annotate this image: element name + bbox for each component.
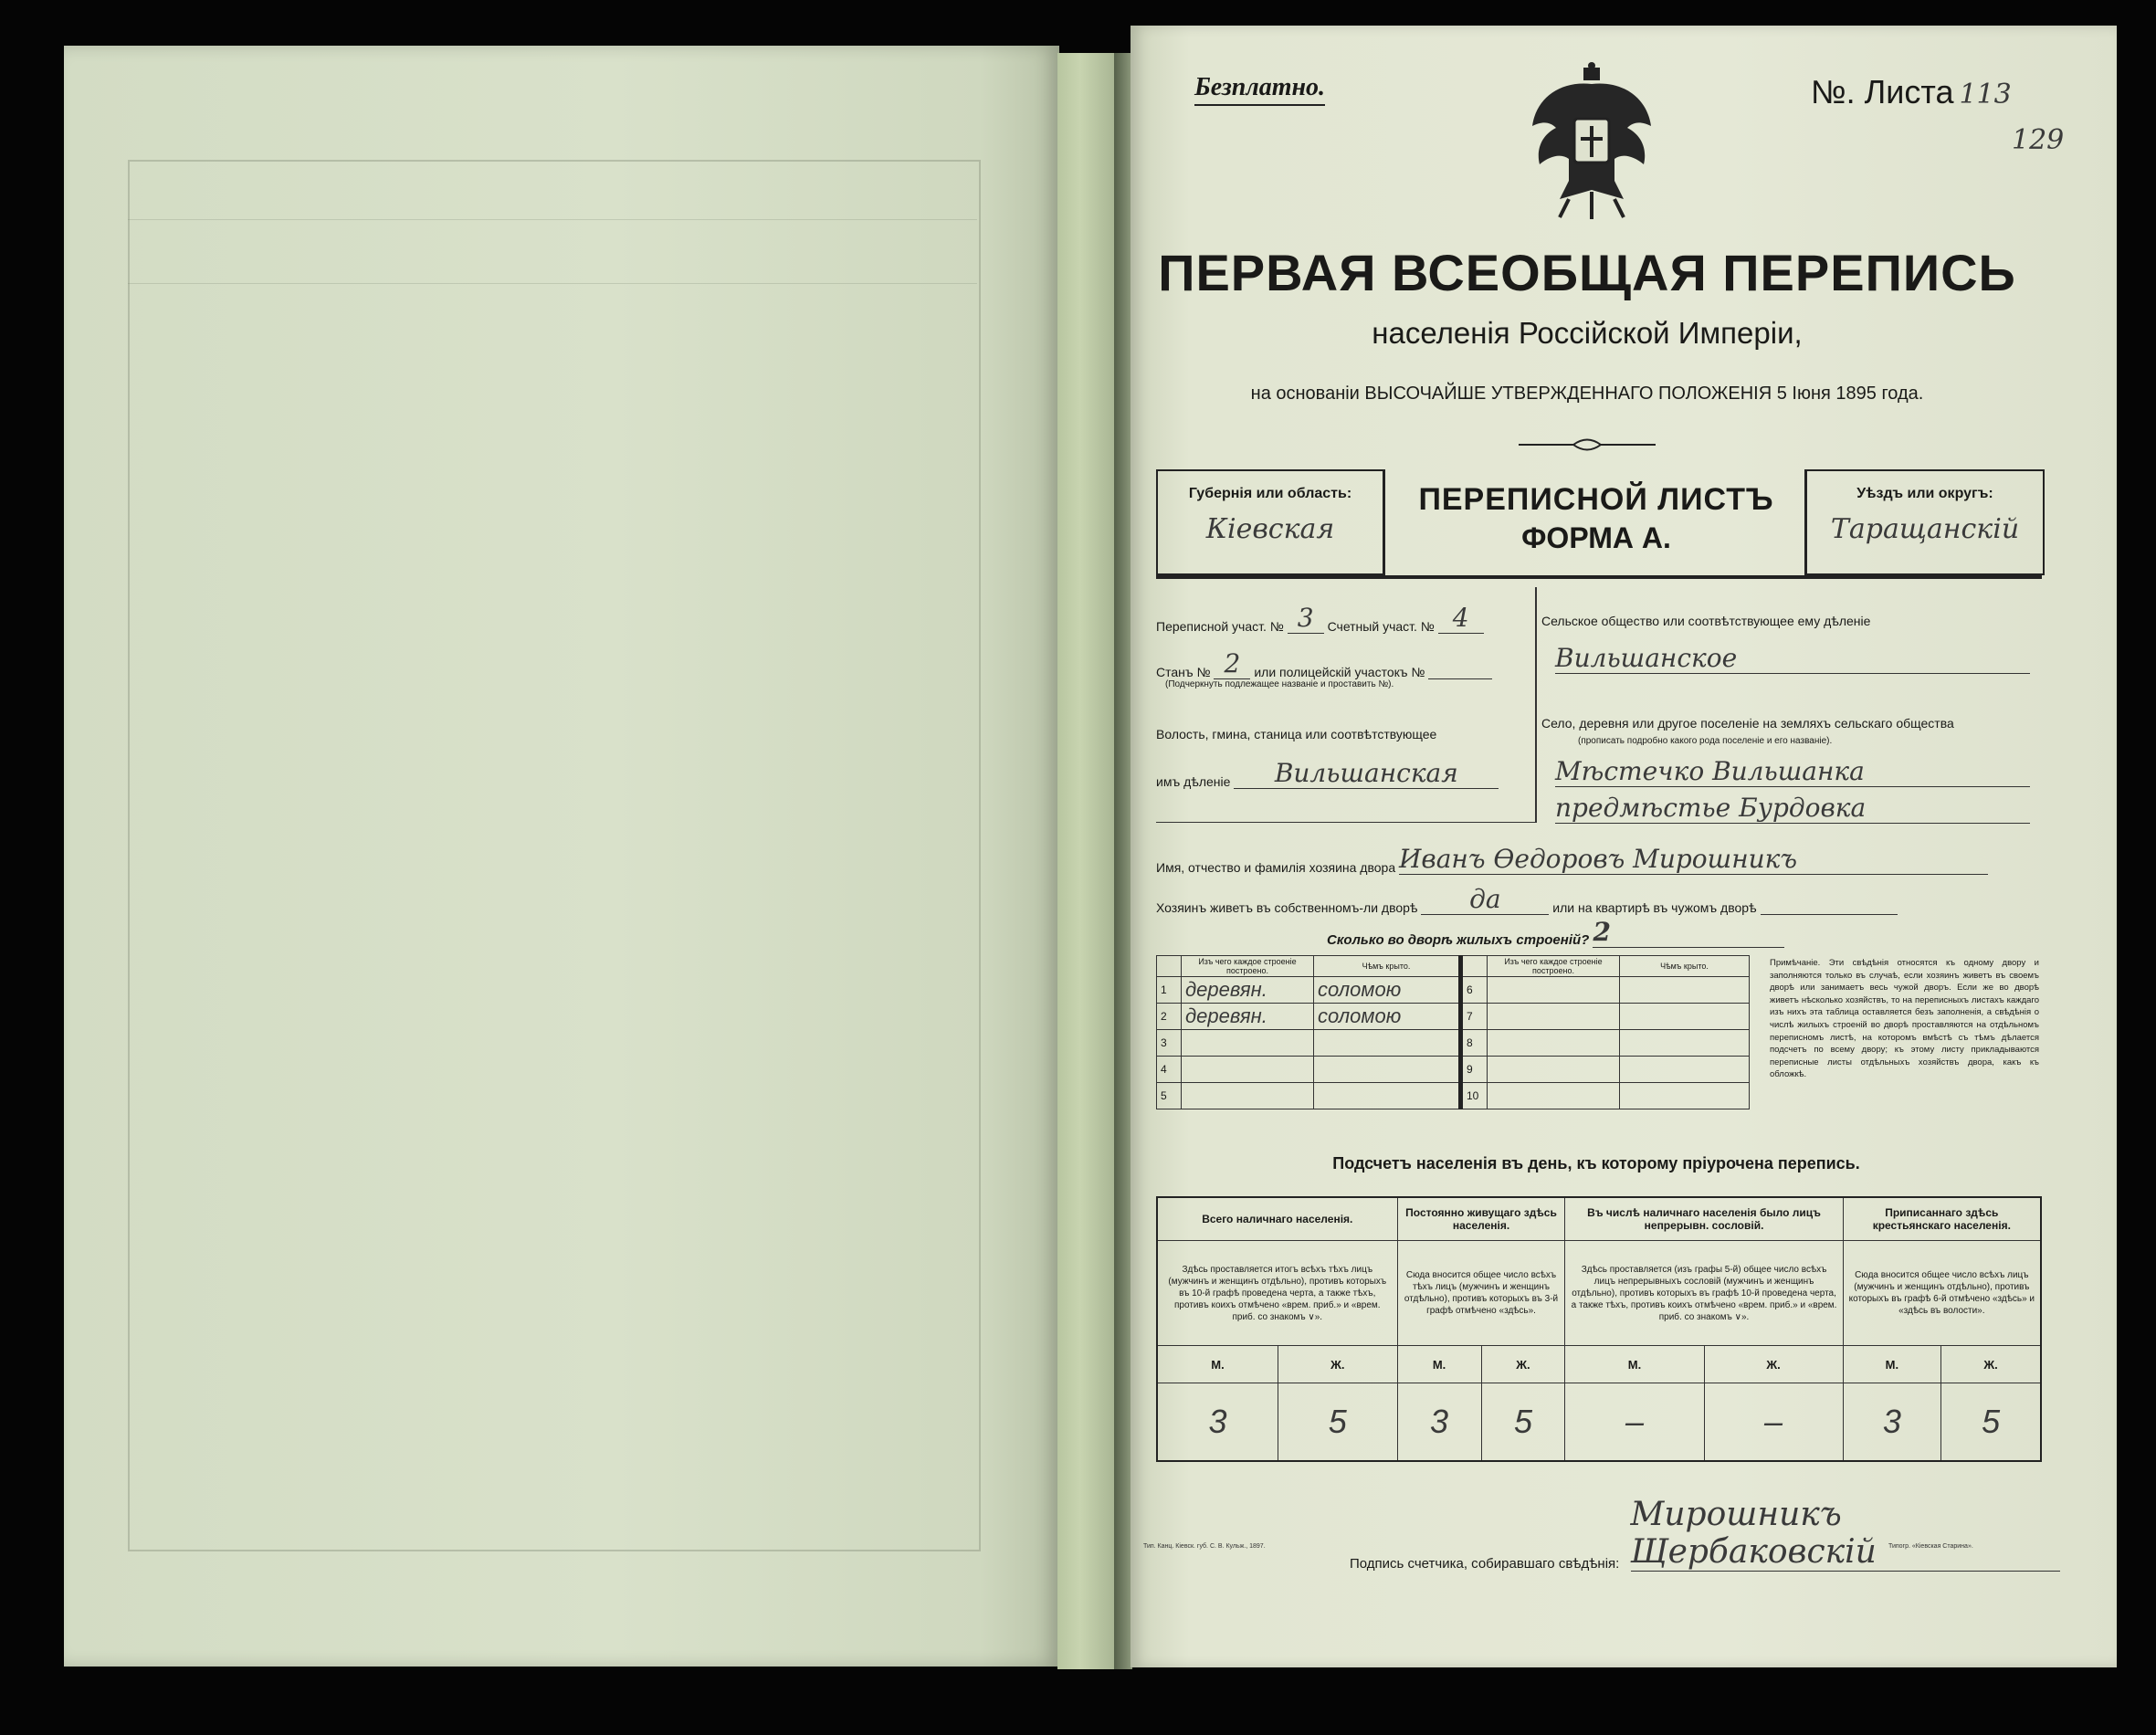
signature-field: [1350, 1496, 2060, 1572]
bleed-through-line: [128, 219, 977, 220]
bleed-through-frame: [128, 160, 981, 1551]
rural-society-label: Сельское общество или соотвѣтствующее ему дѣленіе: [1541, 614, 1871, 628]
col-roof-right: Чѣмъ крыто.: [1620, 956, 1750, 977]
ornament-divider: [1519, 436, 1656, 453]
count-value: 3: [1157, 1383, 1278, 1462]
province-label: Губернія или область:: [1188, 486, 1352, 501]
sheet-number-value: 113: [1959, 79, 2012, 110]
bleed-through-line: [128, 283, 977, 284]
count-value: 5: [1941, 1383, 2041, 1462]
census-form-page: [1131, 26, 2117, 1667]
district-box: [1804, 469, 2045, 575]
book-spine: [1114, 53, 1132, 1669]
count-table-values-row: [1157, 1383, 2041, 1462]
count-value: 5: [1481, 1383, 1565, 1462]
stan-value: 2: [1214, 648, 1250, 679]
document-subtitle: населенія Россійской Имперіи,: [1372, 316, 1803, 350]
census-section-field: Переписной участ. № 3 Счетный участ. № 4: [1156, 603, 1484, 634]
count-table-sex-row: М. Ж. М. Ж. М. Ж. М. Ж.: [1157, 1346, 2041, 1383]
buildings-count-value: 2: [1593, 917, 1784, 948]
table-row: 3 8: [1157, 1030, 1750, 1057]
structures-note: Примѣчаніе. Эти свѣдѣнія относятся къ одному двору и заполняются только въ случаѣ, если хозяинъ живетъ въ своемъ дворѣ или занимаетъ весь чужой дворъ. Если же во дворѣ живетъ нѣсколько хозяйствъ, то на переписныхъ листахъ каждаго изъ нихъ эта таблица оставляется безъ заполненія, а свѣдѣнія о числѣ жилыхъ строеній во дворѣ проставляются на отдѣльномъ переписномъ листѣ, на которомъ вмѣстѣ съ тѣмъ дѣлается подсчетъ по всему двору; къ этому листу прикладываются переписные листы отдѣльныхъ хозяйствъ двора, какъ къ обложкѣ.: [1770, 958, 2039, 1080]
province-box: [1156, 469, 1385, 575]
volost-label: Волость, гмина, станица или соотвѣтствующее: [1156, 727, 1437, 741]
count-value: –: [1565, 1383, 1704, 1462]
population-count-table: [1156, 1196, 2042, 1462]
settlement-value-2: предмѣстье Бурдовка: [1555, 793, 2030, 824]
page-edges: [1057, 53, 1114, 1669]
settlement-field-1: [1555, 756, 2030, 787]
sheet-number-alt: 129: [2012, 124, 2065, 156]
residence-field: Хозяинъ живетъ въ собственномъ-ли дворѣ да или на квартирѣ въ чужомъ дворѣ: [1156, 884, 1898, 915]
residence-value: да: [1421, 884, 1549, 915]
count-table-descriptions: Здѣсь проставляется итогъ всѣхъ тѣхъ лицъ (мужчинъ и женщинъ отдѣльно), противъ которыхъ въ 10-й графѣ проведена черта, а также тѣхъ, противъ коихъ отмѣчено «врем. приб.» и «врем. приб. со знакомъ ∨». Сюда вносится общее число всѣхъ тѣхъ лицъ (мужчинъ и женщинъ отдѣльно), противъ которыхъ въ 3-й графѣ отмѣчено «здѣсь». Здѣсь проставляется (изъ графы 5-й) общее число всѣхъ лицъ непрерывныхъ сословій (мужчинъ и женщинъ отдѣльно), противъ которыхъ въ графѣ 10-й проведена черта, а также тѣхъ, противъ коихъ отмѣчено «врем. приб.» и «врем. приб. со знакомъ ∨». Сюда вносится общее число всѣхъ лицъ (мужчинъ и женщинъ отдѣльно), противъ которыхъ въ графѣ 6-й отмѣчено «здѣсь» и «здѣсь въ волости».: [1157, 1241, 2041, 1346]
count-value: 3: [1397, 1383, 1481, 1462]
document-title: ПЕРВАЯ ВСЕОБЩАЯ ПЕРЕПИСЬ: [1158, 244, 2016, 301]
rural-society-field: [1555, 643, 2030, 674]
structures-table-header: [1157, 956, 1750, 977]
owner-field: Имя, отчество и фамилія хозяина двора Иванъ Ѳедоровъ Мирошникъ: [1156, 844, 1988, 875]
col-material-right: Изъ чего каждое строеніе построено.: [1488, 956, 1620, 977]
form-title: [1395, 482, 1797, 555]
province-value: Кіевская: [1205, 513, 1335, 545]
open-book: [64, 26, 2065, 1667]
signature-label: Подпись счетчика, собиравшаго свѣдѣнія:: [1350, 1556, 1620, 1572]
free-label: Безплатно.: [1194, 73, 1325, 106]
printer-mark-right: Типогр. «Кіевская Старина».: [1888, 1543, 1973, 1550]
legal-basis-line: на основаніи ВЫСОЧАЙШЕ УТВЕРЖДЕННАГО ПОЛОЖЕНІЯ 5 Іюня 1895 года.: [1250, 384, 1924, 404]
table-row: 2 деревян. соломою 7: [1157, 1004, 1750, 1030]
owner-value: Иванъ Ѳедоровъ Мирошникъ: [1399, 844, 1988, 875]
settlement-label: Село, деревня или другое поселеніе на земляхъ сельскаго общества: [1541, 716, 1954, 731]
left-page: [64, 46, 1059, 1667]
header-rule: [1156, 575, 2042, 579]
table-row: 4 9: [1157, 1057, 1750, 1083]
sheet-number-label: №. Листа: [1811, 73, 1954, 110]
form-title-line1: ПЕРЕПИСНОЙ ЛИСТЪ: [1418, 482, 1774, 517]
table-row: 5 10: [1157, 1083, 1750, 1109]
settlement-field-2: [1555, 793, 2030, 824]
printer-mark-left: Тип. Канц. Кіевск. губ. С. В. Кульж., 1897.: [1143, 1543, 1266, 1550]
stan-field: Станъ № 2 или полицейскій участокъ №: [1156, 648, 1492, 679]
settlement-value-1: Мѣстечко Вильшанка: [1555, 756, 2030, 787]
count-value: –: [1704, 1383, 1843, 1462]
district-value: Таращанскій: [1830, 513, 2020, 545]
volost-field: имъ дѣленіе Вильшанская: [1156, 758, 1499, 789]
count-value: 5: [1278, 1383, 1398, 1462]
district-label: Уѣздъ или округъ:: [1856, 486, 1993, 501]
count-table-header: Всего наличнаго населенія. Постоянно живущаго здѣсь населенія. Въ числѣ наличнаго населенія было лицъ непрерывн. сословій. Приписаннаго здѣсь крестьянскаго населенія.: [1157, 1197, 2041, 1241]
count-value: 3: [1843, 1383, 1941, 1462]
census-section-value: 3: [1288, 603, 1324, 634]
field-column-separator: [1535, 587, 1537, 823]
col-roof-left: Чѣмъ крыто.: [1314, 956, 1461, 977]
structures-table: [1156, 955, 1750, 1109]
sheet-number: [1811, 73, 2012, 111]
count-section-value: 4: [1438, 603, 1484, 634]
imperial-eagle-emblem-icon: [1523, 62, 1660, 222]
buildings-count-field: Сколько во дворѣ жилыхъ строеній? 2: [1327, 917, 1784, 948]
col-material-left: Изъ чего каждое строеніе построено.: [1182, 956, 1314, 977]
population-count-title: Подсчетъ населенія въ день, къ которому пріурочена перепись.: [1332, 1154, 1860, 1172]
table-row: 1 деревян. соломою 6: [1157, 977, 1750, 1004]
volost-value: Вильшанская: [1234, 758, 1499, 789]
signature-value: Мирошникъ Щербаковскій: [1631, 1496, 2060, 1572]
form-title-line2: ФОРМА А.: [1521, 521, 1671, 554]
settlement-note: (прописать подробно какого рода поселеніе и его названіе).: [1578, 736, 1833, 746]
rural-society-value: Вильшанское: [1555, 643, 2030, 674]
stan-note: (Подчеркнуть подлежащее названіе и проставить №).: [1165, 679, 1394, 689]
